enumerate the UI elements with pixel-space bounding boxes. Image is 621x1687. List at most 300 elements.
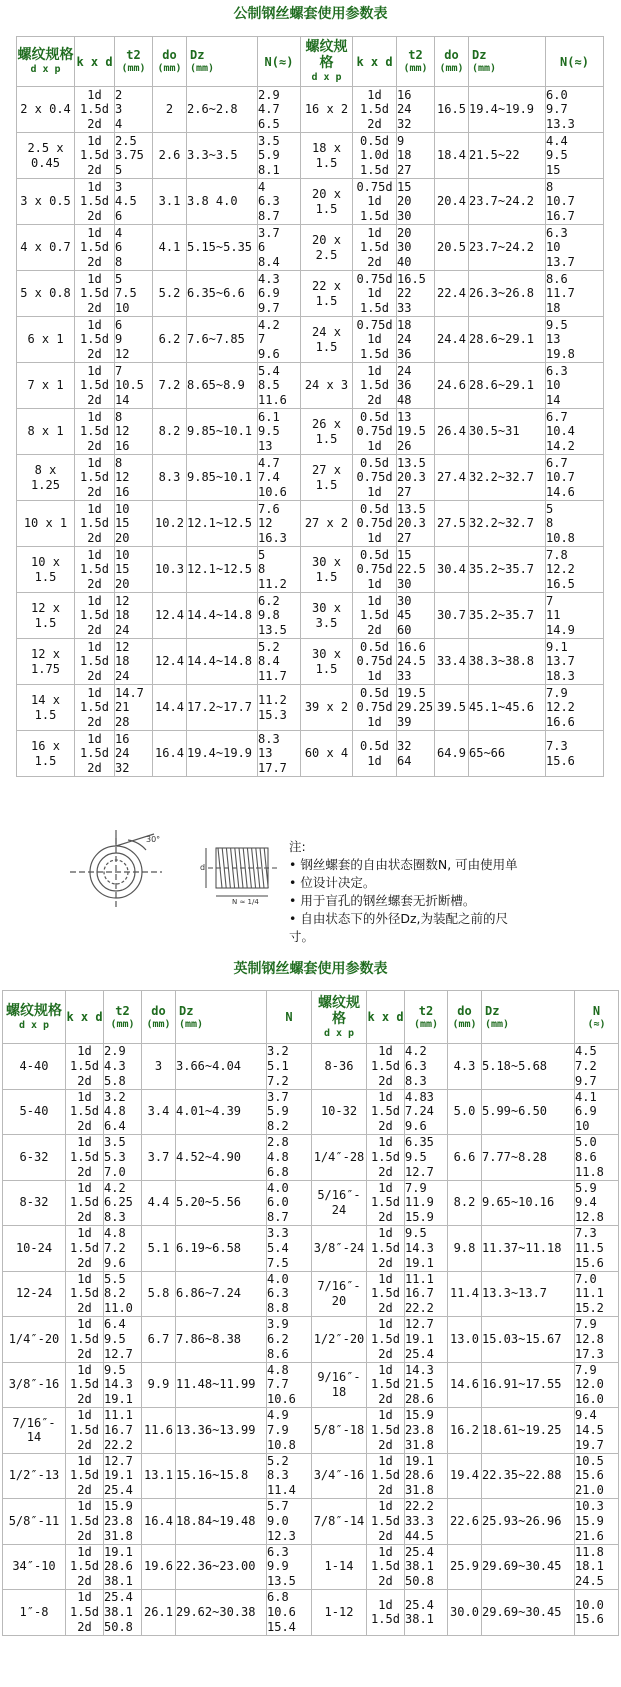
cell-line: 10.7	[546, 470, 575, 485]
t2-cell	[115, 547, 153, 593]
cell-line: 13.3	[546, 116, 575, 131]
n-cell	[546, 409, 604, 455]
cell-line: 1.5d	[80, 240, 109, 255]
cell-line: 2	[165, 102, 174, 117]
kxd-cell	[353, 455, 397, 501]
cell-line: 9.65~10.16	[482, 1195, 555, 1210]
spec-cell	[17, 685, 75, 731]
cell-line: 9.7	[546, 102, 568, 117]
t2-cell	[397, 271, 435, 317]
do-cell	[435, 501, 469, 547]
cell-line: 1.5d	[80, 424, 109, 439]
cell-line: 2d	[87, 116, 102, 131]
cell-line: 1d	[87, 455, 102, 470]
kxd-cell	[367, 1271, 405, 1317]
spec-cell	[17, 225, 75, 271]
header-t2	[115, 37, 153, 87]
do-cell	[153, 639, 187, 685]
n-cell	[267, 1453, 312, 1499]
cell-line: 23.8	[405, 1422, 434, 1437]
spec-cell	[312, 1044, 367, 1090]
cell-line: 15	[397, 547, 412, 562]
kxd-cell	[353, 133, 397, 179]
imp-header-t2-unit: (mm)	[110, 1018, 135, 1030]
cell-line: 17.2~17.7	[187, 700, 253, 715]
spec-cell	[3, 1044, 66, 1090]
cell-line: 1.5d	[70, 1513, 99, 1528]
cell-line: 32	[115, 760, 130, 775]
cell-line: 30	[397, 240, 412, 255]
cell-line: 16	[115, 438, 130, 453]
cell-line: 21.6	[575, 1528, 604, 1543]
t2-cell	[405, 1590, 448, 1636]
cell-line: 2d	[378, 1164, 393, 1179]
cell-line: 15.6	[575, 1255, 604, 1270]
t2-cell	[405, 1135, 448, 1181]
cell-line: 15.6	[575, 1468, 604, 1483]
t2-cell	[104, 1362, 142, 1408]
cell-line: 18.84~19.48	[176, 1513, 256, 1528]
cell-line: 39	[397, 714, 412, 729]
t2-cell	[397, 225, 435, 271]
cell-line: 12.7	[104, 1453, 133, 1468]
cell-line: 16.5	[437, 102, 466, 117]
imperial-table-body	[3, 1044, 619, 1636]
cell-line: 19.1	[405, 1255, 434, 1270]
cell-line: 27	[397, 162, 412, 177]
cell-line: 8.3	[158, 470, 181, 485]
cell-line: 12.3	[267, 1528, 296, 1543]
cell-line: 8	[546, 516, 554, 531]
do-cell	[153, 409, 187, 455]
cell-line: 5.0	[453, 1104, 476, 1119]
imp-header-dz	[176, 991, 267, 1044]
imp-header-n-sub-right: (≈)	[587, 1018, 606, 1030]
dz-cell	[176, 1271, 267, 1317]
cell-line: 1d	[77, 1408, 92, 1423]
cell-line: 9.5	[258, 424, 280, 439]
spec-cell	[3, 1271, 66, 1317]
cell-line: 4.1	[158, 240, 181, 255]
dz-cell	[482, 1044, 575, 1090]
cell-line: 5/16″-	[317, 1188, 361, 1203]
cell-line: 14.6	[546, 484, 575, 499]
spec-cell	[312, 1089, 367, 1135]
dz-cell	[482, 1453, 575, 1499]
do-cell	[142, 1271, 176, 1317]
cell-line: 1.5	[34, 615, 57, 630]
dz-cell	[469, 685, 546, 731]
cell-line: 9.85~10.1	[187, 424, 253, 439]
cell-line: 1d	[367, 286, 382, 301]
t2-cell	[397, 133, 435, 179]
spec-cell	[17, 455, 75, 501]
table-row	[3, 1317, 619, 1363]
n-cell	[258, 685, 301, 731]
cell-line: 10	[115, 300, 130, 315]
do-cell	[142, 1317, 176, 1363]
cell-line: 12.4	[155, 608, 184, 623]
cell-line: 1d	[367, 714, 382, 729]
cell-line: 24 x 3	[304, 378, 349, 393]
cell-line: 1.5	[34, 569, 57, 584]
cell-line: 26.4	[437, 424, 466, 439]
kxd-cell	[353, 501, 397, 547]
cell-line: 28.6	[405, 1392, 434, 1407]
n-cell	[258, 179, 301, 225]
cell-line: 0.5d	[360, 133, 389, 148]
cell-line: 24 x	[312, 324, 341, 339]
cell-line: 4-40	[19, 1058, 49, 1073]
cell-line: 7/16″-	[317, 1279, 361, 1294]
t2-cell	[405, 1089, 448, 1135]
cell-line: 10.8	[267, 1437, 296, 1452]
cell-line: 14.3	[405, 1240, 434, 1255]
do-cell	[435, 133, 469, 179]
cell-line: 13.5	[397, 455, 426, 470]
cell-line: 10.8	[546, 530, 575, 545]
kxd-cell	[75, 685, 115, 731]
cell-line: 18	[546, 300, 561, 315]
cell-line: 2d	[77, 1073, 92, 1088]
metric-table-body	[17, 87, 604, 777]
cell-line: 44.5	[405, 1528, 434, 1543]
cell-line: 33	[397, 668, 412, 683]
kxd-cell	[66, 1135, 104, 1181]
cell-line: 2d	[378, 1574, 393, 1589]
kxd-cell	[75, 179, 115, 225]
kxd-cell	[367, 1317, 405, 1363]
cell-line: 27	[397, 530, 412, 545]
n-cell	[267, 1271, 312, 1317]
cell-line: 11.6	[258, 392, 287, 407]
cell-line: 1.5d	[80, 378, 109, 393]
spec-cell	[301, 639, 353, 685]
table-row	[17, 271, 604, 317]
spec-cell	[301, 363, 353, 409]
cell-line: 30.4	[437, 562, 466, 577]
table-row	[17, 639, 604, 685]
t2-cell	[115, 87, 153, 133]
kxd-cell	[75, 133, 115, 179]
imp-header-dz-unit: (mm)	[179, 1018, 204, 1030]
cell-line: 2.9	[258, 87, 280, 102]
header-dz-unit: (mm)	[190, 63, 215, 74]
dz-cell	[187, 409, 258, 455]
cell-line: 11.9	[405, 1195, 434, 1210]
cell-line: 8.3	[258, 731, 280, 746]
cell-line: 15.9	[405, 1210, 434, 1225]
cell-line: 13.5	[258, 622, 287, 637]
spec-cell	[3, 1317, 66, 1363]
cell-line: 6.4	[104, 1119, 126, 1134]
cell-line: 1d	[367, 593, 382, 608]
n-cell	[546, 639, 604, 685]
header-spec-sub-right: d x p	[311, 72, 342, 83]
cell-line: 15.9	[405, 1408, 434, 1423]
n-cell	[258, 501, 301, 547]
do-cell	[153, 271, 187, 317]
cell-line: 8.65~8.9	[187, 378, 245, 393]
t2-cell	[104, 1271, 142, 1317]
cell-line: 20	[397, 194, 412, 209]
cell-line: 40	[397, 254, 412, 269]
do-cell	[435, 731, 469, 777]
dz-cell	[176, 1453, 267, 1499]
cell-line: 5.99~6.50	[482, 1104, 548, 1119]
n-cell	[575, 1590, 619, 1636]
cell-line: 1.5	[315, 569, 338, 584]
cell-line: 5.4	[258, 363, 280, 378]
cell-line: 5-40	[19, 1104, 49, 1119]
cell-line: 15.9	[575, 1513, 604, 1528]
cell-line: 11.7	[546, 286, 575, 301]
t2-cell	[405, 1544, 448, 1590]
cell-line: 4.0	[267, 1180, 289, 1195]
cell-line: 38.1	[104, 1604, 133, 1619]
cell-line: 1.5d	[371, 1331, 400, 1346]
cell-line: 4	[115, 225, 123, 240]
cell-line: 5.8	[147, 1286, 170, 1301]
kxd-cell	[367, 1226, 405, 1272]
header-spec-sub: d x p	[30, 64, 61, 75]
t2-cell	[405, 1044, 448, 1090]
imp-header-kxd-label-right: k x d	[367, 1010, 404, 1024]
cell-line: 10.7	[546, 194, 575, 209]
cell-line: 1-14	[324, 1559, 354, 1574]
do-cell	[435, 271, 469, 317]
cell-line: 3.8 4.0	[187, 194, 238, 209]
header-spec-right	[301, 37, 353, 87]
n-cell	[575, 1044, 619, 1090]
cell-line: 1.5d	[360, 102, 389, 117]
cell-line: 30	[397, 576, 412, 591]
dz-cell	[482, 1089, 575, 1135]
cell-line: 22.36~23.00	[176, 1559, 256, 1574]
cell-line: 1d	[87, 593, 102, 608]
n-cell	[546, 547, 604, 593]
cell-line: 8.2	[453, 1195, 476, 1210]
cell-line: 10	[546, 240, 561, 255]
cell-line: 15	[397, 179, 412, 194]
cell-line: 4.2	[104, 1180, 126, 1195]
cell-line: 1.5d	[70, 1559, 99, 1574]
cell-line: 11.4	[267, 1483, 296, 1498]
cell-line: 1d	[87, 363, 102, 378]
cell-line: 2d	[378, 1255, 393, 1270]
cell-line: 6.86~7.24	[176, 1286, 242, 1301]
cell-line: 1/4″-20	[8, 1331, 60, 1346]
cell-line: 7.9	[546, 685, 568, 700]
cell-line: 4.1	[575, 1089, 597, 1104]
cell-line: 1.5d	[80, 654, 109, 669]
spec-cell	[301, 685, 353, 731]
imp-header-spec-right	[312, 991, 367, 1044]
cell-line: 14.6	[450, 1377, 479, 1392]
cell-line: 11	[546, 608, 561, 623]
cell-line: 1.5d	[371, 1104, 400, 1119]
cell-line: 3.7	[147, 1149, 170, 1164]
cell-line: 6.4	[104, 1317, 126, 1332]
do-cell	[448, 1135, 482, 1181]
imp-header-n-label-right: N	[592, 1003, 601, 1018]
cell-line: 0.5d	[360, 501, 389, 516]
cell-line: 2d	[378, 1301, 393, 1316]
cell-line: 2d	[87, 760, 102, 775]
cell-line: 32.2~32.7	[469, 516, 535, 531]
cell-line: 1d	[87, 409, 102, 424]
cell-line: 60	[397, 622, 412, 637]
cell-line: 1.5d	[371, 1559, 400, 1574]
cell-line: 17.3	[575, 1346, 604, 1361]
cell-line: 48	[397, 392, 412, 407]
cell-line: 12	[258, 516, 273, 531]
t2-cell	[104, 1544, 142, 1590]
n-cell	[546, 271, 604, 317]
imp-header-kxd	[66, 991, 104, 1044]
cell-line: 2.5	[115, 133, 137, 148]
cell-line: 1d	[87, 87, 102, 102]
spec-cell	[3, 1408, 66, 1454]
table-row	[3, 1226, 619, 1272]
cell-line: 35.2~35.7	[469, 608, 535, 623]
header-do-label-right: do	[444, 48, 459, 62]
cell-line: 1d	[77, 1544, 92, 1559]
cell-line: 3.75	[115, 148, 144, 163]
cell-line: 27	[397, 484, 412, 499]
do-cell	[153, 133, 187, 179]
imp-header-do-label: do	[151, 1003, 166, 1018]
imperial-table-title: 英制钢丝螺套使用参数表	[233, 961, 388, 977]
dz-cell	[176, 1544, 267, 1590]
cell-line: 1.5d	[70, 1195, 99, 1210]
cell-line: 1d	[367, 484, 382, 499]
do-cell	[435, 409, 469, 455]
dz-cell	[482, 1271, 575, 1317]
cell-line: 18.1	[575, 1559, 604, 1574]
kxd-cell	[66, 1226, 104, 1272]
cell-line: 2d	[378, 1073, 393, 1088]
cell-line: 25.4	[405, 1346, 434, 1361]
cell-line: 10.5	[575, 1453, 604, 1468]
cell-line: 8	[546, 179, 554, 194]
cell-line: 7/8″-14	[313, 1513, 365, 1528]
cell-line: 1d	[378, 1597, 393, 1612]
cell-line: 14	[26, 1430, 42, 1445]
dz-cell	[482, 1226, 575, 1272]
cell-line: 4.5	[575, 1044, 597, 1059]
cell-line: 9.85~10.1	[187, 470, 253, 485]
cell-line: 36	[397, 378, 412, 393]
cell-line: 4	[258, 179, 266, 194]
cell-line: 8.2	[158, 424, 181, 439]
cell-line: 11.37~11.18	[482, 1240, 562, 1255]
do-cell	[142, 1499, 176, 1545]
cell-line: 8.6	[575, 1149, 597, 1164]
cell-line: 25.4	[405, 1544, 434, 1559]
table-row	[3, 1362, 619, 1408]
cell-line: 18	[331, 1384, 347, 1399]
cell-line: 6.19~6.58	[176, 1240, 242, 1255]
n-cell	[267, 1317, 312, 1363]
cell-line: 22.35~22.88	[482, 1468, 562, 1483]
do-cell	[435, 547, 469, 593]
cell-line: 17.7	[258, 760, 287, 775]
spec-cell	[3, 1089, 66, 1135]
dz-cell	[187, 225, 258, 271]
cell-line: 1.5d	[371, 1612, 400, 1627]
table-row	[17, 225, 604, 271]
header-spec-label-right: 螺纹规格	[305, 39, 348, 71]
cell-line: 1d	[378, 1089, 393, 1104]
spec-cell	[312, 1453, 367, 1499]
kxd-cell	[367, 1499, 405, 1545]
cell-line: 10.5	[115, 378, 144, 393]
cell-line: 4.3	[258, 271, 280, 286]
cell-line: 13.0	[450, 1331, 479, 1346]
spec-cell	[3, 1180, 66, 1226]
kxd-cell	[367, 1044, 405, 1090]
spec-cell	[301, 133, 353, 179]
cell-line: 0.75d	[356, 700, 393, 715]
n-cell	[267, 1044, 312, 1090]
cell-line: 24.6	[437, 378, 466, 393]
cell-line: 22 x	[312, 278, 341, 293]
cell-line: 1.5d	[371, 1240, 400, 1255]
t2-cell	[397, 179, 435, 225]
cell-line: 45.1~45.6	[469, 700, 535, 715]
cell-line: 9.4	[575, 1195, 597, 1210]
cell-line: 12.1~12.5	[187, 562, 253, 577]
cell-line: 18	[115, 608, 130, 623]
cell-line: 4.3	[104, 1058, 126, 1073]
cell-line: 1d	[87, 685, 102, 700]
cell-line: 16.5	[397, 271, 426, 286]
imp-header-t2-label: t2	[115, 1003, 130, 1018]
cell-line: 5	[546, 501, 554, 516]
do-cell	[142, 1453, 176, 1499]
cell-line: 14.3	[405, 1362, 434, 1377]
spec-cell	[312, 1317, 367, 1363]
cell-line: 16.4	[155, 746, 184, 761]
kxd-cell	[353, 685, 397, 731]
cell-line: 20.4	[437, 194, 466, 209]
kxd-cell	[367, 1135, 405, 1181]
cell-line: 4.0	[267, 1271, 289, 1286]
cell-line: 3	[115, 102, 123, 117]
spec-cell	[301, 317, 353, 363]
header-do-unit-right: (mm)	[439, 63, 464, 74]
cell-line: 1.5d	[371, 1422, 400, 1437]
t2-cell	[115, 501, 153, 547]
cell-line: 8.4	[258, 654, 280, 669]
cell-line: 27 x	[312, 462, 341, 477]
dz-cell	[482, 1135, 575, 1181]
cell-line: 22.2	[405, 1499, 434, 1514]
spec-cell	[301, 409, 353, 455]
cell-line: 64	[397, 753, 412, 768]
cell-line: 16.2	[450, 1422, 479, 1437]
header-n	[258, 37, 301, 87]
cell-line: 11.5	[575, 1240, 604, 1255]
imp-header-do-right	[448, 991, 482, 1044]
cell-line: 15.9	[104, 1499, 133, 1514]
cell-line: 18	[397, 148, 412, 163]
kxd-cell	[367, 1362, 405, 1408]
header-t2-label-right: t2	[408, 48, 423, 62]
cell-line: 19.6	[144, 1559, 173, 1574]
cell-line: 60 x 4	[304, 746, 349, 761]
